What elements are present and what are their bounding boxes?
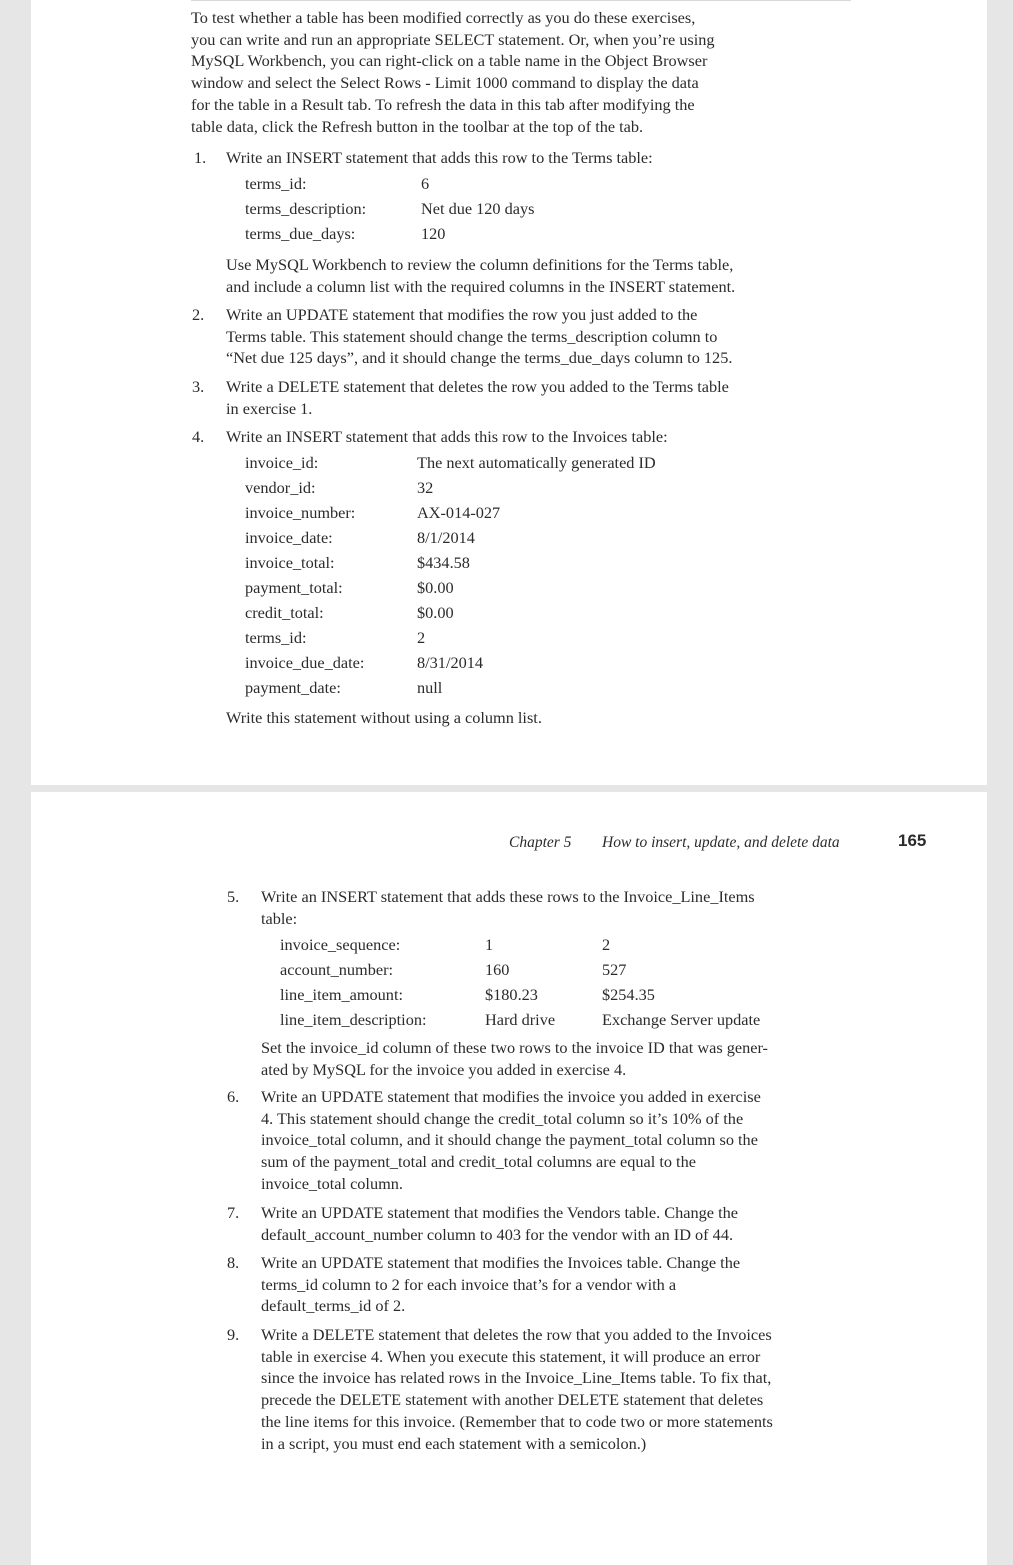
running-header-title: How to insert, update, and delete data	[602, 834, 840, 851]
exercise-2-text	[226, 304, 732, 369]
exercise-6-text	[261, 1086, 761, 1195]
field-value: 8/31/2014	[417, 653, 484, 672]
exercise-9-text	[261, 1324, 773, 1454]
field-name: terms_id:	[245, 174, 307, 193]
exercise-9-number: 9.	[227, 1325, 240, 1344]
row-value-2: 2	[602, 935, 611, 954]
exercise-1-number: 1.	[194, 148, 207, 167]
field-name: invoice_id:	[245, 453, 319, 472]
exercise-6-number: 6.	[227, 1087, 240, 1106]
text-line: table:	[261, 908, 298, 928]
field-name: invoice_date:	[245, 528, 333, 547]
intro-line: for the table in a Result tab. To refresh the data in this tab after modifying the	[191, 94, 695, 114]
field-row	[245, 500, 656, 525]
row-name: line_item_amount:	[280, 985, 403, 1004]
field-name: payment_total:	[245, 578, 343, 597]
exercise-5-table	[280, 932, 760, 1032]
field-value: AX-014-027	[417, 503, 501, 522]
table-row	[280, 957, 760, 982]
row-value-1: $180.23	[485, 985, 538, 1004]
exercise-4-text: Write an INSERT statement that adds this row to the Invoices table:	[226, 427, 668, 446]
text-line: Terms table. This statement should change the terms_description column to	[226, 326, 718, 346]
page-number: 165	[898, 831, 927, 850]
exercise-3-number: 3.	[192, 377, 205, 396]
field-value: 8/1/2014	[417, 528, 475, 547]
intro-line: MySQL Workbench, you can right-click on a table name in the Object Browser	[191, 51, 708, 71]
field-row	[245, 675, 656, 700]
row-value-2: 527	[602, 960, 627, 979]
field-row	[245, 625, 656, 650]
field-value: The next automatically generated ID	[417, 453, 656, 472]
field-value: 6	[421, 174, 430, 193]
note-line: ated by MySQL for the invoice you added in exercise 4.	[261, 1059, 627, 1079]
exercise-5-note	[261, 1037, 768, 1080]
field-value: $0.00	[417, 603, 454, 622]
page-top-rule	[191, 0, 851, 1]
text-line: Write an UPDATE statement that modifies the Vendors table. Change the	[261, 1203, 738, 1222]
page-bottom	[31, 792, 987, 1565]
exercise-5-number: 5.	[227, 887, 240, 906]
note-line: Use MySQL Workbench to review the column definitions for the Terms table,	[226, 255, 734, 274]
field-row	[245, 575, 656, 600]
exercise-1-fields	[245, 171, 535, 246]
field-value: 120	[421, 224, 446, 243]
exercise-8-text	[261, 1252, 740, 1317]
field-name: terms_id:	[245, 628, 307, 647]
exercise-2-number: 2.	[192, 305, 205, 324]
row-value-2: $254.35	[602, 985, 655, 1004]
field-name: terms_due_days:	[245, 224, 356, 243]
table-row	[280, 982, 760, 1007]
field-name: invoice_due_date:	[245, 653, 365, 672]
text-line: terms_id column to 2 for each invoice that’s for a vendor with a	[261, 1274, 677, 1294]
field-value: $434.58	[417, 553, 470, 572]
field-value: Net due 120 days	[421, 199, 535, 218]
field-row	[245, 650, 656, 675]
intro-line: you can write and run an appropriate SELECT statement. Or, when you’re using	[191, 29, 715, 49]
field-row	[245, 475, 656, 500]
field-name: payment_date:	[245, 678, 341, 697]
text-line: default_terms_id of 2.	[261, 1296, 406, 1316]
text-line: 4. This statement should change the credit_total column so it’s 10% of the	[261, 1108, 744, 1128]
exercise-4-note: Write this statement without using a column list.	[226, 708, 542, 727]
row-name: invoice_sequence:	[280, 935, 401, 954]
text-line: the line items for this invoice. (Remember that to code two or more statements	[261, 1411, 773, 1431]
exercise-1-note	[226, 254, 735, 297]
intro-line: window and select the Select Rows - Limit 1000 command to display the data	[191, 73, 699, 93]
text-line: invoice_total column, and it should change the payment_total column so the	[261, 1130, 758, 1150]
exercise-7-text	[261, 1202, 738, 1245]
exercise-8-number: 8.	[227, 1253, 240, 1272]
field-row	[245, 221, 535, 246]
field-name: vendor_id:	[245, 478, 316, 497]
text-line: Write an UPDATE statement that modifies the row you just added to the	[226, 305, 698, 324]
field-row	[245, 196, 535, 221]
exercise-3-text	[226, 376, 729, 419]
row-name: account_number:	[280, 960, 394, 979]
text-line: Write an INSERT statement that adds these rows to the Invoice_Line_Items	[261, 887, 755, 906]
field-row	[245, 525, 656, 550]
table-row	[280, 1007, 760, 1032]
text-line: in a script, you must end each statement with a semicolon.)	[261, 1433, 647, 1453]
text-line: precede the DELETE statement with another DELETE statement that deletes	[261, 1390, 764, 1410]
field-name: terms_description:	[245, 199, 367, 218]
text-line: default_account_number column to 403 for the vendor with an ID of 44.	[261, 1224, 734, 1244]
row-value-2: Exchange Server update	[602, 1010, 761, 1029]
exercise-1-text: Write an INSERT statement that adds this row to the Terms table:	[226, 148, 653, 167]
text-line: since the invoice has related rows in the Invoice_Line_Items table. To fix that,	[261, 1368, 772, 1388]
text-line: invoice_total column.	[261, 1173, 403, 1193]
field-value: 2	[417, 628, 426, 647]
text-line: Write a DELETE statement that deletes the row that you added to the Invoices	[261, 1325, 772, 1344]
field-value: 32	[417, 478, 434, 497]
text-line: Write a DELETE statement that deletes the row you added to the Terms table	[226, 377, 729, 396]
intro-line: table data, click the Refresh button in the toolbar at the top of the tab.	[191, 116, 644, 136]
field-name: invoice_number:	[245, 503, 356, 522]
exercise-5-text	[261, 886, 755, 929]
note-line: Set the invoice_id column of these two rows to the invoice ID that was gener-	[261, 1038, 768, 1057]
text-line: Write an UPDATE statement that modifies the Invoices table. Change the	[261, 1253, 741, 1272]
row-value-1: 1	[485, 935, 494, 954]
text-line: in exercise 1.	[226, 398, 313, 418]
text-line: Write an UPDATE statement that modifies the invoice you added in exercise	[261, 1087, 761, 1106]
exercise-7-number: 7.	[227, 1203, 240, 1222]
field-name: invoice_total:	[245, 553, 335, 572]
row-value-1: Hard drive	[485, 1010, 556, 1029]
field-row	[245, 171, 535, 196]
field-row	[245, 600, 656, 625]
text-line: table in exercise 4. When you execute this statement, it will produce an error	[261, 1346, 761, 1366]
field-row	[245, 550, 656, 575]
exercise-4-number: 4.	[192, 427, 205, 446]
page-top	[31, 0, 987, 785]
table-row	[280, 932, 760, 957]
text-line: “Net due 125 days”, and it should change the terms_due_days column to 125.	[226, 348, 733, 368]
running-header-chapter: Chapter 5	[509, 834, 572, 851]
field-value: $0.00	[417, 578, 454, 597]
text-line: sum of the payment_total and credit_total columns are equal to the	[261, 1152, 696, 1172]
note-line: and include a column list with the required columns in the INSERT statement.	[226, 276, 736, 296]
row-value-1: 160	[485, 960, 510, 979]
field-value: null	[417, 678, 443, 697]
row-name: line_item_description:	[280, 1010, 427, 1029]
field-name: credit_total:	[245, 603, 324, 622]
intro-line: To test whether a table has been modified correctly as you do these exercises,	[191, 8, 696, 27]
field-row	[245, 450, 656, 475]
intro-paragraph	[191, 7, 715, 137]
exercise-4-fields	[245, 450, 656, 700]
